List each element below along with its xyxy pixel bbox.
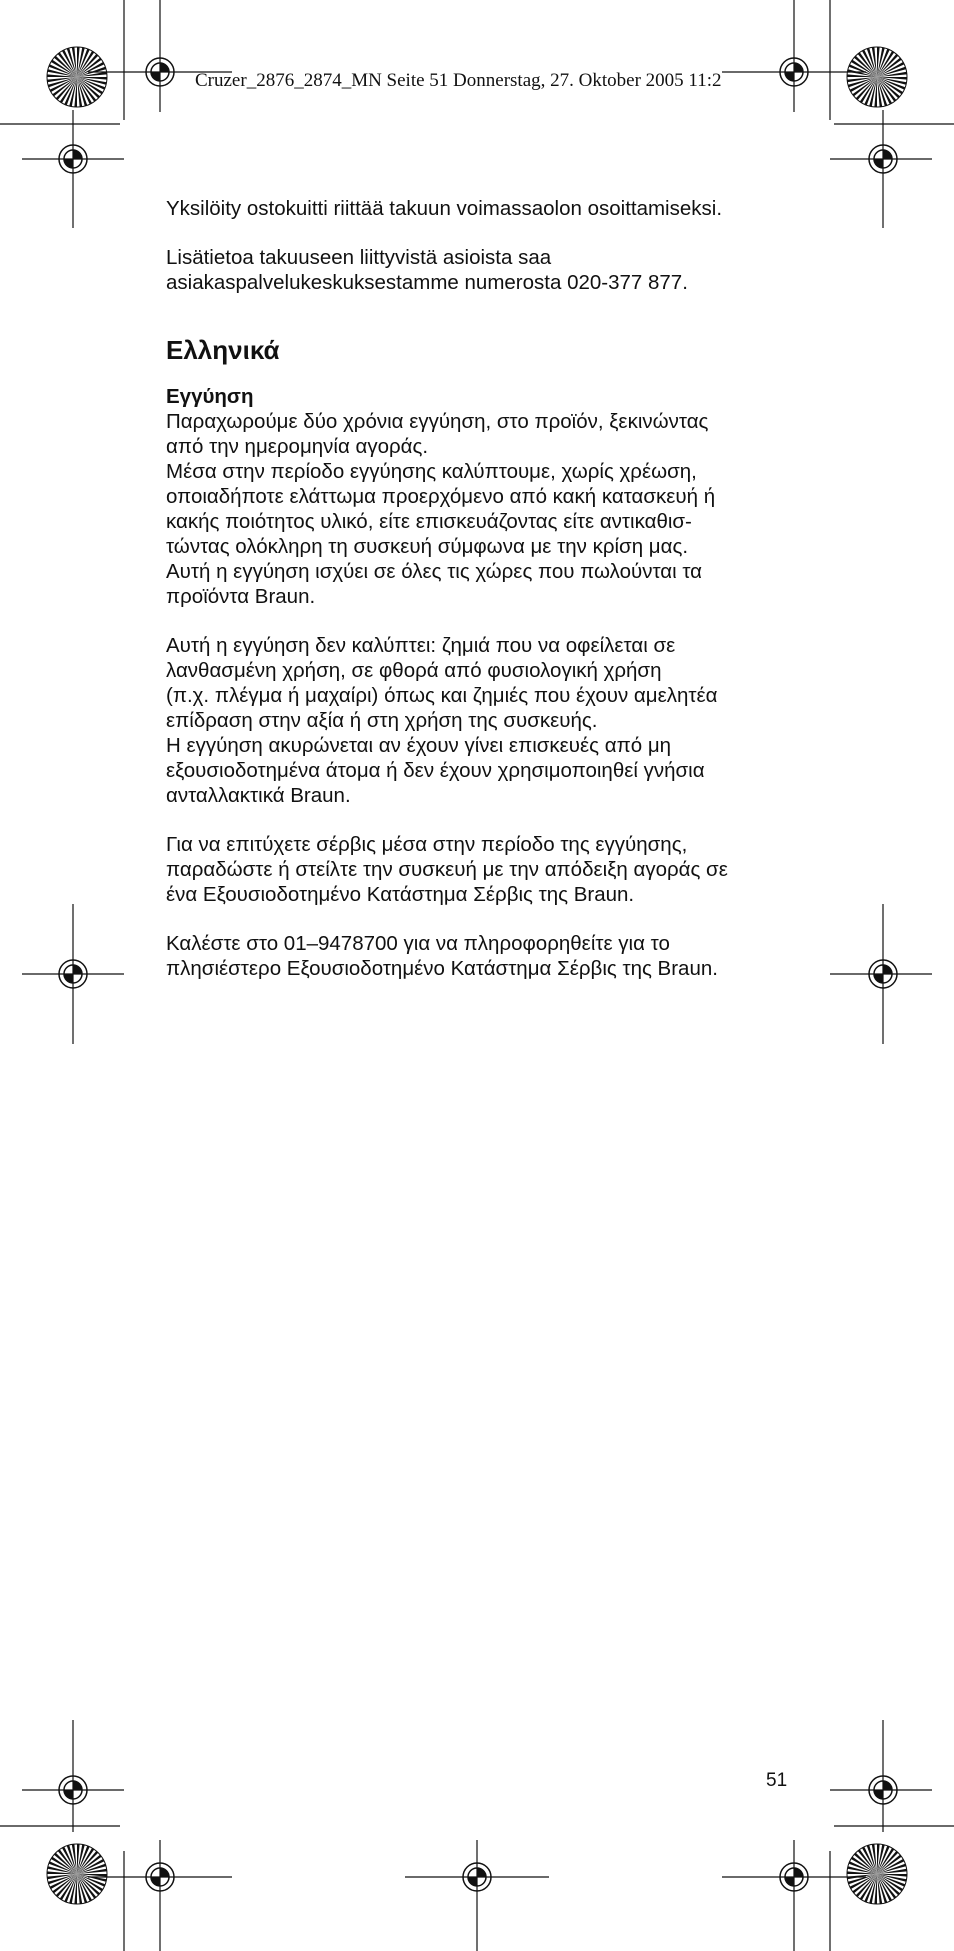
star-target-icon: [47, 47, 107, 107]
text-line: Αυτή η εγγύηση ισχύει σε όλες τις χώρες που πωλούνται τα: [166, 560, 703, 583]
text-line: Lisätietoa takuuseen liittyvistä asioista saa: [166, 246, 552, 269]
finnish-paragraph: Yksilöity ostokuitti riittää takuun voimassaolon osoittamiseksi.: [166, 197, 723, 220]
greek-paragraph: [166, 633, 806, 808]
text-line: Για να επιτύχετε σέρβις μέσα στην περίοδο της εγγύησης,: [166, 833, 688, 856]
text-line: οποιαδήποτε ελάττωμα προερχόμενο από κακή κατασκευή ή: [166, 485, 716, 508]
text-line: Αυτή η εγγύηση δεν καλύπτει: ζημιά που να οφείλεται σε: [166, 634, 676, 657]
star-target-icon: [47, 1844, 107, 1904]
text-line: τώντας ολόκληρη τη συσκευή σύμφωνα με την κρίση μας.: [166, 535, 689, 558]
star-target-icon: [847, 47, 907, 107]
text-line: εξουσιοδοτημένα άτομα ή δεν έχουν χρησιμοποιηθεί γνήσια: [166, 759, 705, 782]
text-line: Παραχωρούμε δύο χρόνια εγγύηση, στο προϊόν, ξεκινώντας: [166, 410, 709, 433]
subsection-heading: Εγγύηση: [166, 385, 254, 408]
text-line: Μέσα στην περίοδο εγγύησης καλύπτουμε, χωρίς χρέωση,: [166, 460, 697, 483]
text-line: από την ημερομηνία αγοράς.: [166, 435, 429, 458]
greek-paragraph: [166, 832, 806, 907]
finnish-paragraph: [166, 245, 806, 295]
text-line: Καλέστε στο 01–9478700 για να πληροφορηθείτε για το: [166, 932, 670, 955]
greek-paragraph: [166, 409, 806, 609]
text-line: κακής ποιότητος υλικό, είτε επισκευάζοντας είτε αντικαθισ-: [166, 510, 692, 533]
text-line: πλησιέστερο Εξουσιοδοτημένο Κατάστημα Σέρβις της Braun.: [166, 957, 718, 980]
page-content: [166, 196, 806, 981]
page-number: 51: [766, 1770, 788, 1791]
text-line: ανταλλακτικά Braun.: [166, 784, 351, 807]
text-line: λανθασμένη χρήση, σε φθορά από φυσιολογική χρήση: [166, 659, 662, 682]
print-slug-line: Cruzer_2876_2874_MN Seite 51 Donnerstag, 27. Oktober 2005 11:2: [195, 70, 722, 91]
star-target-icon: [847, 1844, 907, 1904]
text-line: (π.χ. πλέγμα ή μαχαίρι) όπως και ζημιές που έχουν αμελητέα: [166, 684, 718, 707]
text-line: ένα Εξουσιοδοτημένο Κατάστημα Σέρβις της Braun.: [166, 883, 635, 906]
text-line: Η εγγύηση ακυρώνεται αν έχουν γίνει επισκευές από μη: [166, 734, 672, 757]
text-line: προϊόντα Braun.: [166, 585, 316, 608]
text-line: επίδραση στην αξία ή στη χρήση της συσκευής.: [166, 709, 598, 732]
section-heading: Ελληνικά: [166, 335, 280, 365]
greek-paragraph: [166, 931, 806, 981]
text-line: παραδώστε ή στείλτε την συσκευή με την απόδειξη αγοράς σε: [166, 858, 728, 881]
text-line: asiakaspalvelukeskuksestamme numerosta 020-377 877.: [166, 271, 688, 294]
